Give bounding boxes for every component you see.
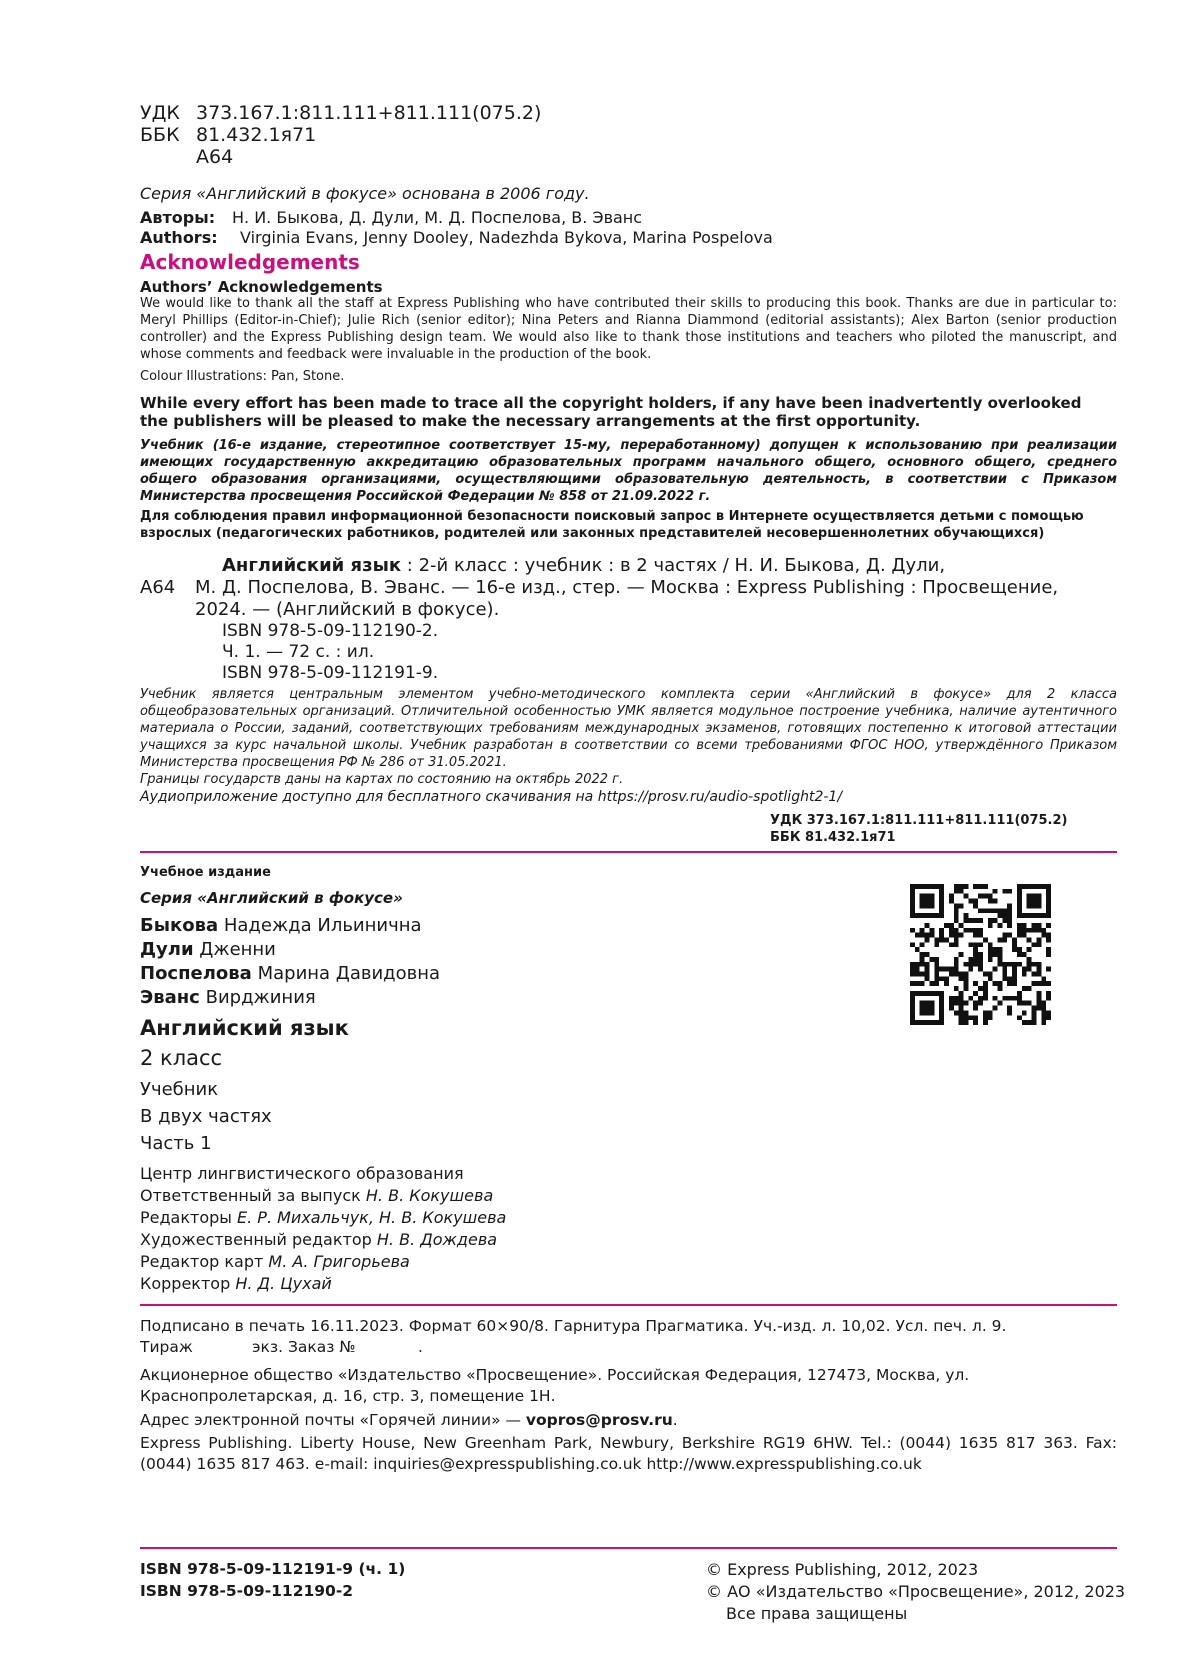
hotline-label: Адрес электронной почты «Горячей линии» —: [140, 1411, 526, 1429]
person-3: [140, 963, 440, 984]
credit-4-role: Редактор карт: [140, 1252, 264, 1271]
catalog-isbn-part: ISBN 978-5-09-112191-9.: [222, 663, 439, 683]
person-4-surname: Эванс: [140, 987, 200, 1008]
book-part: Часть 1: [140, 1133, 212, 1154]
credit-2: [140, 1208, 506, 1227]
person-3-name: Марина Давидовна: [257, 963, 441, 984]
printing-signed: Подписано в печать 16.11.2023. Формат 60×90/8. Гарнитура Прагматика. Уч.-изд. л. 10,02. Усл. печ. л. 9.: [140, 1317, 1007, 1335]
annotation-borders: Границы государств даны на картах по состоянию на октябрь 2022 г.: [140, 772, 624, 787]
safety-notice: Для соблюдения правил информационной безопасности поисковый запрос в Интернете осуществляется детьми с помощью взрослых (педагогических работников, родителей или законных представителей несовершеннолетних обучающихся): [140, 509, 1084, 541]
footer-copyright-1: © Express Publishing, 2012, 2023: [706, 1560, 979, 1579]
approval-notice: Учебник (16-е издание, стереотипное соответствует 15-му, переработанному) допущен к использованию при реализации имеющих государственную аккредитацию образовательных программ начального общего, основного общего, среднего общего образования организациями, осуществляющими образовательную деятельность, в соответствии с Приказом Министерства просвещения Российской Федерации № 858 от 21.09.2022 г.: [140, 438, 1117, 504]
edition-series: Серия «Английский в фокусе»: [140, 889, 403, 907]
printing-run-rest: экз. Заказ №: [252, 1338, 356, 1356]
person-4-name: Вирджиния: [205, 987, 316, 1008]
annotation-body: Учебник является центральным элементом учебно-методического комплекта серии «Английский в фокусе» для 2 класса общеобразовательных организаций. Отличительной особенностью УМК является модульное построение учебника, наличие аутентичного материала о России, заданий, соответствующих требованиям международных экзаменов, готовящих постепенно к итоговой аттестации учащихся за курс начальной школы. Учебник разработан в соответствии со всеми требованиями ФГОС НОО, утверждённого Приказом Министерства просвещения РФ № 286 от 31.05.2021.: [140, 687, 1117, 770]
catalog-line-1-rest: : 2-й класс : учебник : в 2 частях / Н. И. Быкова, Д. Дули,: [401, 555, 946, 576]
catalog-line-3: 2024. — (Английский в фокусе).: [195, 599, 500, 620]
catalog-part: Ч. 1. — 72 с. : ил.: [222, 642, 375, 662]
bbk-label: ББК: [140, 124, 180, 146]
divider-2: [140, 1304, 1117, 1306]
annotation-bbk: ББК 81.432.1я71: [770, 830, 896, 845]
credit-4: [140, 1252, 410, 1271]
credit-1-name: Н. В. Кокушева: [365, 1186, 494, 1205]
udk-line: [140, 103, 541, 124]
printing-hotline: [140, 1411, 678, 1429]
person-3-surname: Поспелова: [140, 963, 252, 984]
person-2-name: Дженни: [199, 939, 276, 960]
acknowledgements-subheading: Authors’ Acknowledgements: [140, 278, 383, 296]
person-2-surname: Дули: [140, 939, 194, 960]
credit-5-role: Корректор: [140, 1274, 231, 1293]
edition-type: Учебное издание: [140, 865, 271, 880]
authors-ru: [140, 208, 642, 227]
hotline-email-link[interactable]: vopros@prosv.ru: [525, 1411, 673, 1429]
printing-run-end: .: [418, 1338, 423, 1356]
credit-2-name: Е. Р. Михальчук, Н. В. Кокушева: [237, 1208, 507, 1227]
bbk-line: [140, 125, 316, 146]
catalog-title: Английский язык: [222, 555, 402, 576]
express-contacts: Express Publishing. Liberty House, New Greenham Park, Newbury, Berkshire RG19 6HW. Tel.: (0044) 1635 817 363. Fax: (0044) 1635 817 463. e-mail: inquiries@expresspublishing.co.uk http://www.expresspublishing.co.uk: [140, 1434, 1117, 1473]
printing-run-label: Тираж: [140, 1338, 193, 1356]
credit-2-role: Редакторы: [140, 1208, 232, 1227]
catalog-card-code: А64: [140, 577, 176, 598]
credit-3-role: Художественный редактор: [140, 1230, 372, 1249]
book-kind: Учебник: [140, 1079, 219, 1100]
credit-4-name: М. А. Григорьева: [268, 1252, 410, 1271]
authors-ru-label: Авторы:: [140, 208, 216, 227]
catalog-isbn-set: ISBN 978-5-09-112190-2.: [222, 621, 439, 641]
person-1: [140, 915, 422, 936]
authors-ru-value: Н. И. Быкова, Д. Дули, М. Д. Поспелова, В. Эванс: [232, 208, 643, 227]
credit-5: [140, 1274, 332, 1293]
book-title: Английский язык: [140, 1016, 349, 1040]
footer-rights: Все права защищены: [726, 1604, 908, 1623]
catalog-line-2: М. Д. Поспелова, В. Эванс. — 16-е изд., стер. — Москва : Express Publishing : Просвещение,: [195, 577, 1059, 598]
book-parts: В двух частях: [140, 1106, 272, 1127]
person-1-name: Надежда Ильинична: [223, 915, 422, 936]
acknowledgements-body: We would like to thank all the staff at Express Publishing who have contributed their skills to producing this book. Thanks are due in particular to: Meryl Phillips (Editor-in-Chief); Julie Rich (senior editor); Nina Peters and Rianna Diammond (editorial assistants); Alex Barton (senior production controller) and the Express Publishing design team. We would also like to thank those institutions and teachers who piloted the manuscript, and whose comments and feedback were invaluable in the production of the book.: [140, 296, 1117, 362]
annotation-udk: УДК 373.167.1:811.111+811.111(075.2): [770, 813, 1068, 828]
credit-1-role: Ответственный за выпуск: [140, 1186, 361, 1205]
bbk-value: 81.432.1я71: [196, 124, 317, 146]
footer-copyright-2: © АО «Издательство «Просвещение», 2012, 2023: [706, 1582, 1126, 1601]
series-note: Серия «Английский в фокусе» основана в 2006 году.: [140, 184, 590, 203]
person-2: [140, 939, 276, 960]
acknowledgements-heading: Acknowledgements: [140, 250, 360, 274]
person-1-surname: Быкова: [140, 915, 219, 936]
catalog-code: А64: [196, 146, 234, 168]
person-4: [140, 987, 316, 1008]
qr-code-icon[interactable]: [910, 884, 1051, 1025]
udk-value: 373.167.1:811.111+811.111(075.2): [196, 102, 542, 124]
credit-3-name: Н. В. Дождева: [376, 1230, 498, 1249]
center-name: Центр лингвистического образования: [140, 1164, 464, 1183]
catalog-line-1: [222, 555, 945, 576]
printing-company: Акционерное общество «Издательство «Просвещение». Российская Федерация, 127473, Москва, ул. Краснопролетарская, д. 16, стр. 3, помещение 1Н.: [140, 1366, 970, 1405]
credit-5-name: Н. Д. Цухай: [235, 1274, 332, 1293]
credit-3: [140, 1230, 497, 1249]
hotline-end: .: [672, 1411, 678, 1429]
divider-3: [140, 1547, 1117, 1549]
footer-isbn-set: ISBN 978-5-09-112190-2: [140, 1582, 354, 1600]
credit-1: [140, 1186, 493, 1205]
printing-run: [140, 1338, 423, 1356]
divider-1: [140, 851, 1117, 853]
illustrations-credit: Colour Illustrations: Pan, Stone.: [140, 369, 345, 384]
book-grade: 2 класс: [140, 1046, 223, 1070]
udk-label: УДК: [140, 102, 180, 124]
annotation-audio: Аудиоприложение доступно для бесплатного скачивания на https://prosv.ru/audio-spotlight2-1/: [140, 789, 843, 805]
footer-isbn-part1: ISBN 978-5-09-112191-9 (ч. 1): [140, 1560, 406, 1578]
authors-en-value: Virginia Evans, Jenny Dooley, Nadezhda Bykova, Marina Pospelova: [240, 228, 773, 247]
authors-en-label: Authors:: [140, 228, 218, 247]
authors-en: [140, 228, 773, 247]
copyright-notice: While every effort has been made to trace all the copyright holders, if any have been inadvertently overlooked the publishers will be pleased to make the necessary arrangements at the first opportunity.: [140, 394, 1082, 430]
